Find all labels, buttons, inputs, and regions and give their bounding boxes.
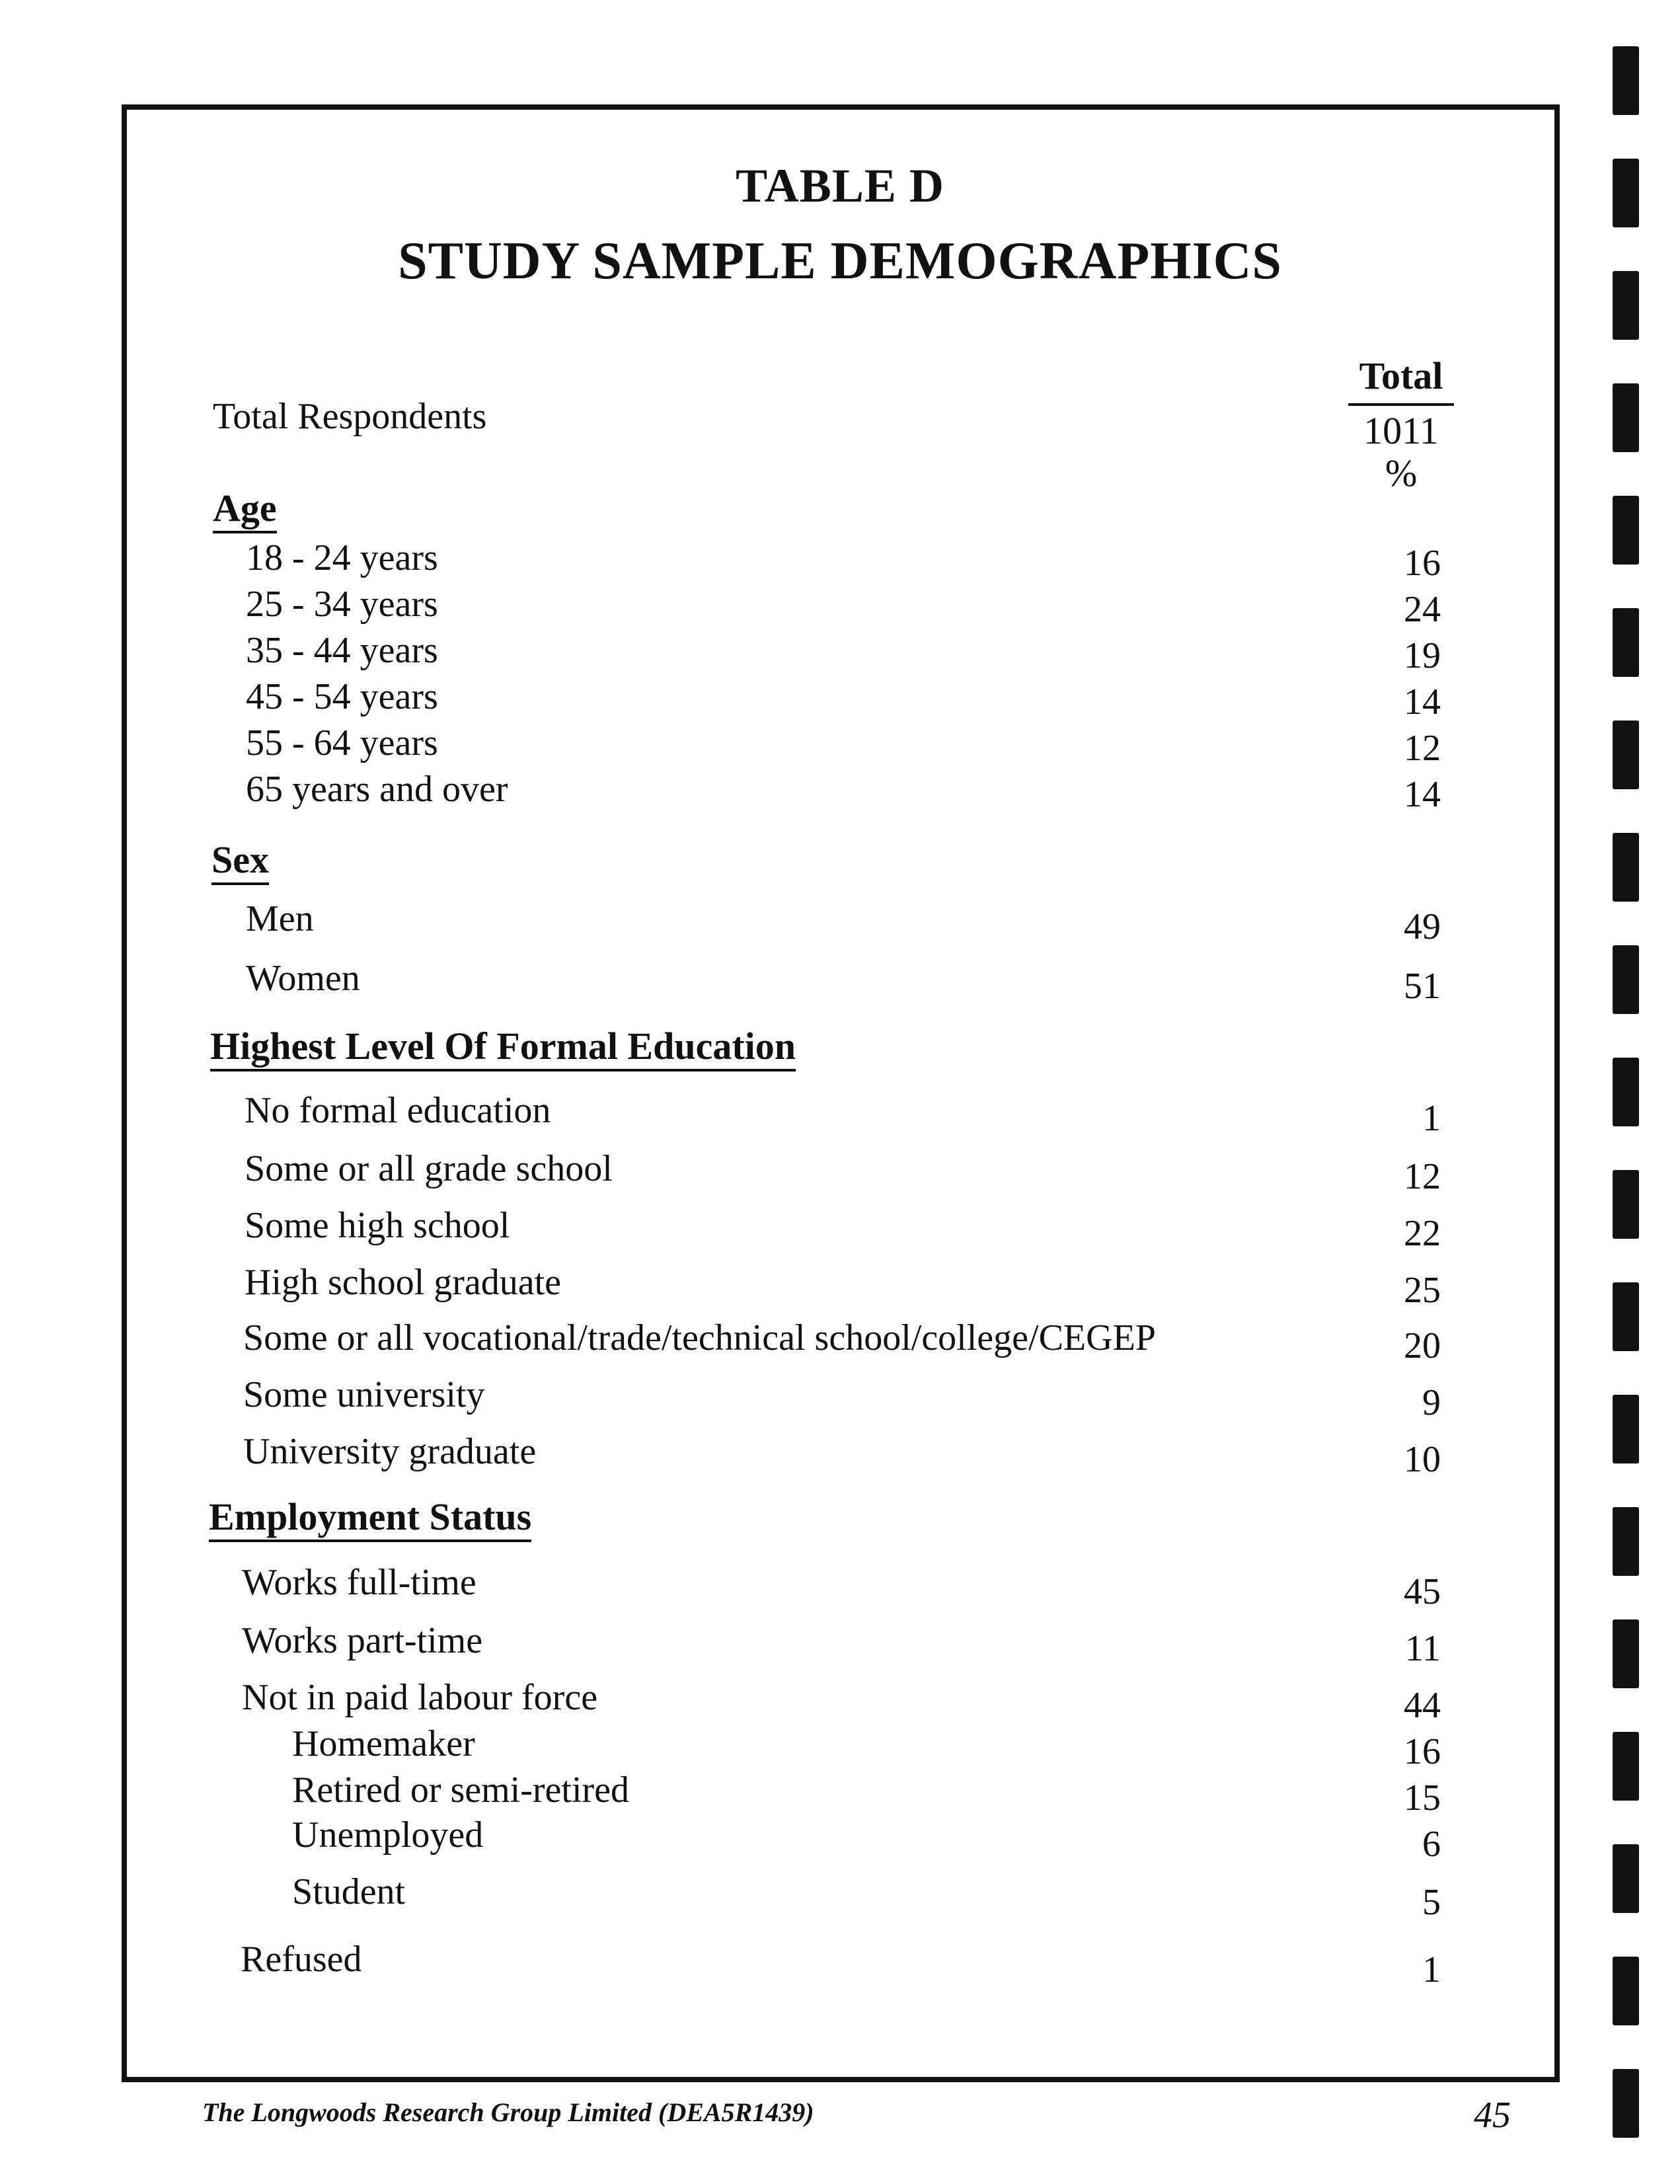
table-row-label: Refused <box>241 1939 362 1980</box>
table-row-value: 1 <box>1422 1098 1441 1139</box>
section-heading-sex: Sex <box>211 838 269 885</box>
table-row-label: Some university <box>243 1374 485 1415</box>
table-row-value: 19 <box>1404 635 1441 676</box>
table-row-label: Some high school <box>245 1205 510 1246</box>
binding-mark <box>1613 383 1639 452</box>
table-row-label: Works full-time <box>242 1562 477 1603</box>
table-row-value: 16 <box>1404 543 1441 584</box>
percent-unit-label: % <box>1385 451 1418 494</box>
table-row-label: 25 - 34 years <box>246 584 438 625</box>
table-row-label: 65 years and over <box>246 769 508 810</box>
table-row-label: 45 - 54 years <box>246 676 438 717</box>
table-row-label: 18 - 24 years <box>246 537 438 578</box>
table-row-label: No formal education <box>245 1090 551 1131</box>
section-heading-education: Highest Level Of Formal Education <box>210 1025 796 1072</box>
table-title: TABLE D <box>736 159 944 212</box>
binding-mark <box>1613 1058 1639 1126</box>
table-row-value: 14 <box>1404 774 1441 815</box>
table-row-label: High school graduate <box>245 1262 561 1303</box>
binding-mark <box>1613 2069 1639 2138</box>
table-row-label: 35 - 44 years <box>246 630 438 671</box>
binding-mark <box>1613 1844 1639 1913</box>
binding-mark <box>1613 833 1639 902</box>
binding-mark <box>1613 496 1639 565</box>
binding-mark <box>1613 1507 1639 1576</box>
table-row-label: Works part-time <box>242 1620 483 1661</box>
total-column-header: Total <box>1359 354 1443 397</box>
binding-mark <box>1613 1619 1639 1688</box>
table-row-value: 44 <box>1404 1685 1441 1726</box>
total-respondents-label: Total Respondents <box>213 396 487 437</box>
table-row-value: 6 <box>1422 1824 1441 1865</box>
binding-mark <box>1613 1170 1639 1239</box>
binding-mark <box>1613 945 1639 1014</box>
binding-mark <box>1613 1732 1639 1801</box>
table-row-label: 55 - 64 years <box>246 722 438 763</box>
table-row-value: 9 <box>1422 1382 1441 1423</box>
table-row-value: 5 <box>1422 1882 1441 1923</box>
binding-mark <box>1613 1282 1639 1351</box>
table-row-value: 11 <box>1405 1628 1441 1669</box>
table-row-value: 12 <box>1404 728 1441 769</box>
table-row-label: Unemployed <box>292 1814 484 1855</box>
table-row-value: 24 <box>1404 589 1441 630</box>
binding-mark <box>1613 1395 1639 1463</box>
table-row-value: 20 <box>1404 1325 1441 1366</box>
table-row-label: Women <box>246 958 360 999</box>
table-row-value: 49 <box>1404 906 1441 947</box>
footer-source: The Longwoods Research Group Limited (DEA5R1439) <box>202 2097 814 2127</box>
total-respondents-count: 1011 <box>1348 403 1454 453</box>
section-heading-age: Age <box>213 487 277 533</box>
binding-marks <box>1613 40 1642 2155</box>
table-row-label: Retired or semi-retired <box>292 1770 630 1811</box>
binding-mark <box>1613 46 1639 115</box>
table-row-value: 45 <box>1404 1571 1441 1612</box>
table-row-value: 15 <box>1404 1777 1441 1818</box>
table-row-value: 14 <box>1404 682 1441 722</box>
binding-mark <box>1613 1957 1639 2025</box>
table-row-value: 25 <box>1404 1270 1441 1311</box>
table-row-label: Homemaker <box>292 1723 475 1764</box>
table-row-value: 51 <box>1404 966 1441 1007</box>
table-row-value: 12 <box>1404 1156 1441 1197</box>
table-row-value: 22 <box>1404 1213 1441 1254</box>
table-row-value: 16 <box>1404 1731 1441 1772</box>
page-number: 45 <box>1474 2095 1511 2136</box>
table-row-label: Not in paid labour force <box>242 1677 598 1718</box>
table-row-value: 1 <box>1422 1949 1441 1990</box>
table-row-label: Student <box>292 1871 406 1912</box>
table-row-label: Some or all vocational/trade/technical school/college/CEGEP <box>243 1317 1156 1358</box>
table-subtitle: STUDY SAMPLE DEMOGRAPHICS <box>398 232 1282 290</box>
table-row-label: Men <box>246 898 314 939</box>
section-heading-employment: Employment Status <box>209 1495 531 1542</box>
binding-mark <box>1613 721 1639 789</box>
table-row-value: 10 <box>1404 1439 1441 1480</box>
table-row-label: Some or all grade school <box>245 1148 613 1189</box>
table-row-label: University graduate <box>243 1431 537 1472</box>
binding-mark <box>1613 608 1639 677</box>
